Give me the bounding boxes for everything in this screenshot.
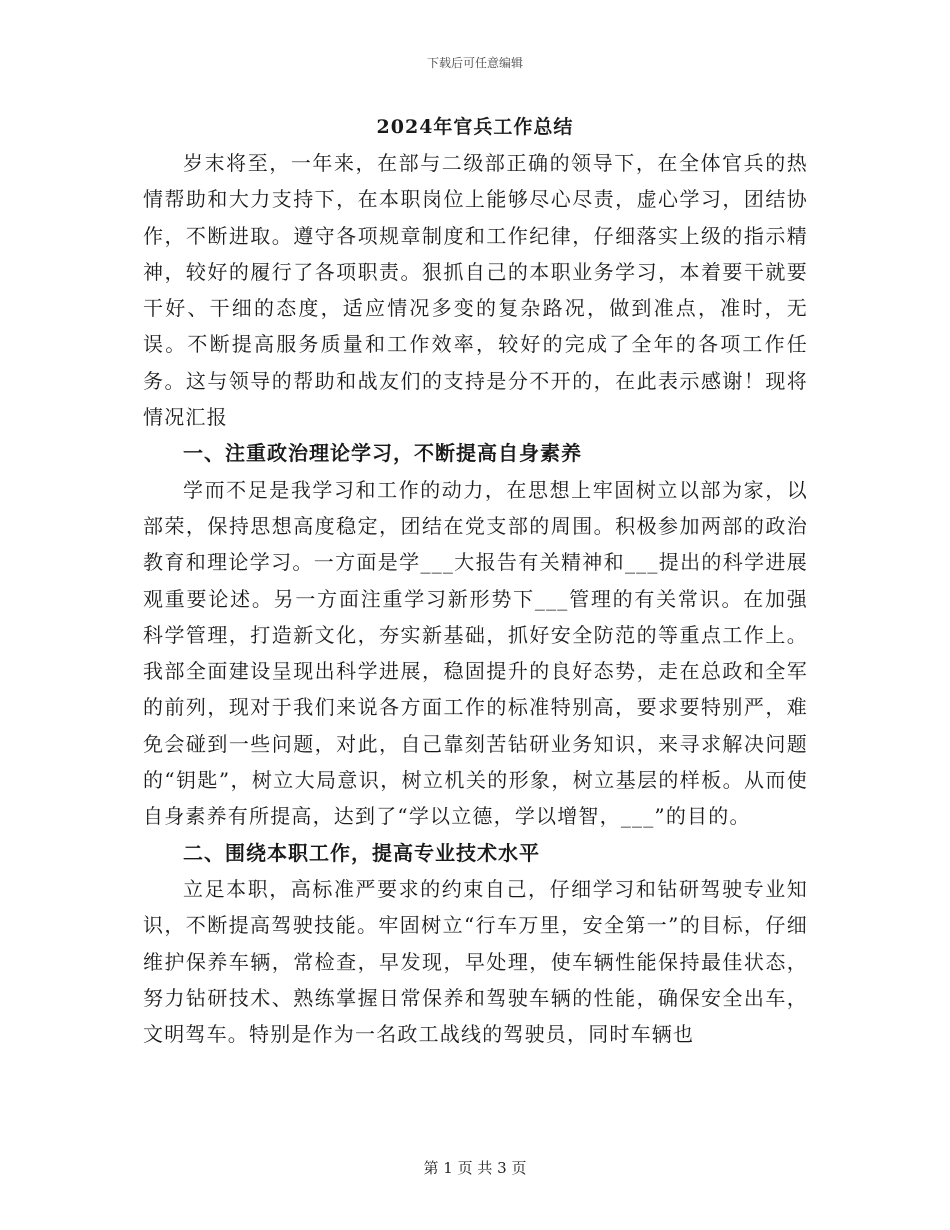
header-note: 下载后可任意编辑 — [426, 56, 523, 70]
section-body-1: 学而不足是我学习和工作的动力，在思想上牢固树立以部为家，以部荣，保持思想高度稳定，团结在党支部的周围。积极参加两部的政治教育和理论学习。一方面是学___大报告有关精神和___提出的科学进展观重要论述。另一方面注重学习新形势下___管理的有关常识。在加强科学管理，打造新文化，夯实新基础，抓好安全防范的等重点工作上。我部全面建设呈现出科学进展，稳固提升的良好态势，走在总政和全军的前列，现对于我们来说各方面工作的标准特别高，要求要特别严，难免会碰到一些问题，对此，自己靠刻苦钻研业务知识，来寻求解决问题的“钥匙”，树立大局意识，树立机关的形象，树立基层的样板。从而使自身素养有所提高，达到了“学以立德，学以增智，___”的目的。 — [143, 477, 808, 829]
section-heading-2: 二、围绕本职工作，提高专业技术水平 — [183, 840, 540, 865]
section-body-2: 立足本职，高标准严要求的约束自己，仔细学习和钻研驾驶专业知识，不断提高驾驶技能。牢固树立“行车万里，安全第一”的目标，仔细维护保养车辆，常检查，早发现，早处理，使车辆性能保持最佳状态，努力钻研技术、熟练掌握日常保养和驾驶车辆的性能，确保安全出车，文明驾车。特别是作为一名政工战线的驾驶员，同时车辆也 — [143, 876, 808, 1047]
document-body — [143, 145, 808, 1052]
page-footer: 第 1 页 共 3 页 — [423, 1159, 527, 1177]
intro-paragraph: 岁末将至，一年来，在部与二级部正确的领导下，在全体官兵的热情帮助和大力支持下，在本职岗位上能够尽心尽责，虚心学习，团结协作，不断进取。遵守各项规章制度和工作纪律，仔细落实上级的指示精神，较好的履行了各项职责。狠抓自己的本职业务学习，本着要干就要干好、干细的态度，适应情况多变的复杂路况，做到准点，准时，无误。不断提高服务质量和工作效率，较好的完成了全年的各项工作任务。这与领导的帮助和战友们的支持是分不开的，在此表示感谢！现将情况汇报 — [143, 151, 808, 430]
document-title: 2024年官兵工作总结 — [376, 116, 574, 138]
section-heading-1: 一、注重政治理论学习，不断提高自身素养 — [183, 441, 582, 466]
